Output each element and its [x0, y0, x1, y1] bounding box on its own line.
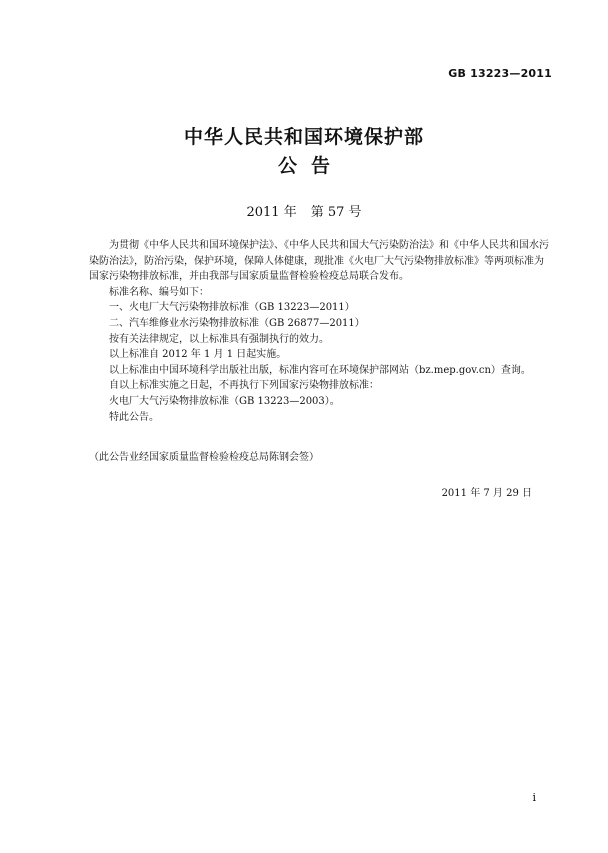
countersign-note: （此公告业经国家质量监督检验检疫总局陈钢会签） — [89, 452, 319, 463]
page-number: i — [532, 791, 536, 804]
issue-year: 2011 年 — [246, 205, 297, 220]
paragraph: 特此公告。 — [109, 411, 159, 423]
page-title: 中华人民共和国环境保护部 — [183, 126, 424, 148]
announcement-body — [89, 238, 551, 425]
paragraph: 按有关法律规定，以上标准具有强制执行的效力。 — [109, 333, 329, 345]
paragraph: 一、火电厂大气污染物排放标准（GB 13223—2011） — [109, 302, 355, 314]
paragraph: 二、汽车维修业水污染物排放标准（GB 26877—2011） — [109, 317, 365, 329]
issue-date: 2011 年 7 月 29 日 — [441, 488, 532, 499]
paragraph: 以上标准自 2012 年 1 月 1 日起实施。 — [109, 349, 287, 361]
paragraph: 标准名称、编号如下： — [109, 286, 209, 298]
paragraph: 自以上标准实施之日起，不再执行下列国家污染物排放标准： — [109, 380, 379, 392]
issue-line — [0, 201, 608, 220]
standard-code: GB 13223—2011 — [448, 67, 552, 80]
page-subtitle: 公告 — [277, 155, 344, 177]
paragraph: 火电厂大气污染物排放标准（GB 13223—2003）。 — [109, 395, 340, 407]
paragraph: 以上标准由中国环境科学出版社出版，标准内容可在环境保护部网站（bz.mep.gov.cn）查询。 — [109, 364, 531, 376]
issue-number: 第 57 号 — [310, 205, 362, 220]
paragraph: 为贯彻《中华人民共和国环境保护法》、《中华人民共和国大气污染防治法》和《中华人民共和国水污染防治法》，防治污染，保护环境，保障人体健康，现批准《火电厂大气污染物排放标准》等两项标准为国家污染物排放标准，并由我部与国家质量监督检验检疫总局联合发布。 — [89, 240, 549, 283]
